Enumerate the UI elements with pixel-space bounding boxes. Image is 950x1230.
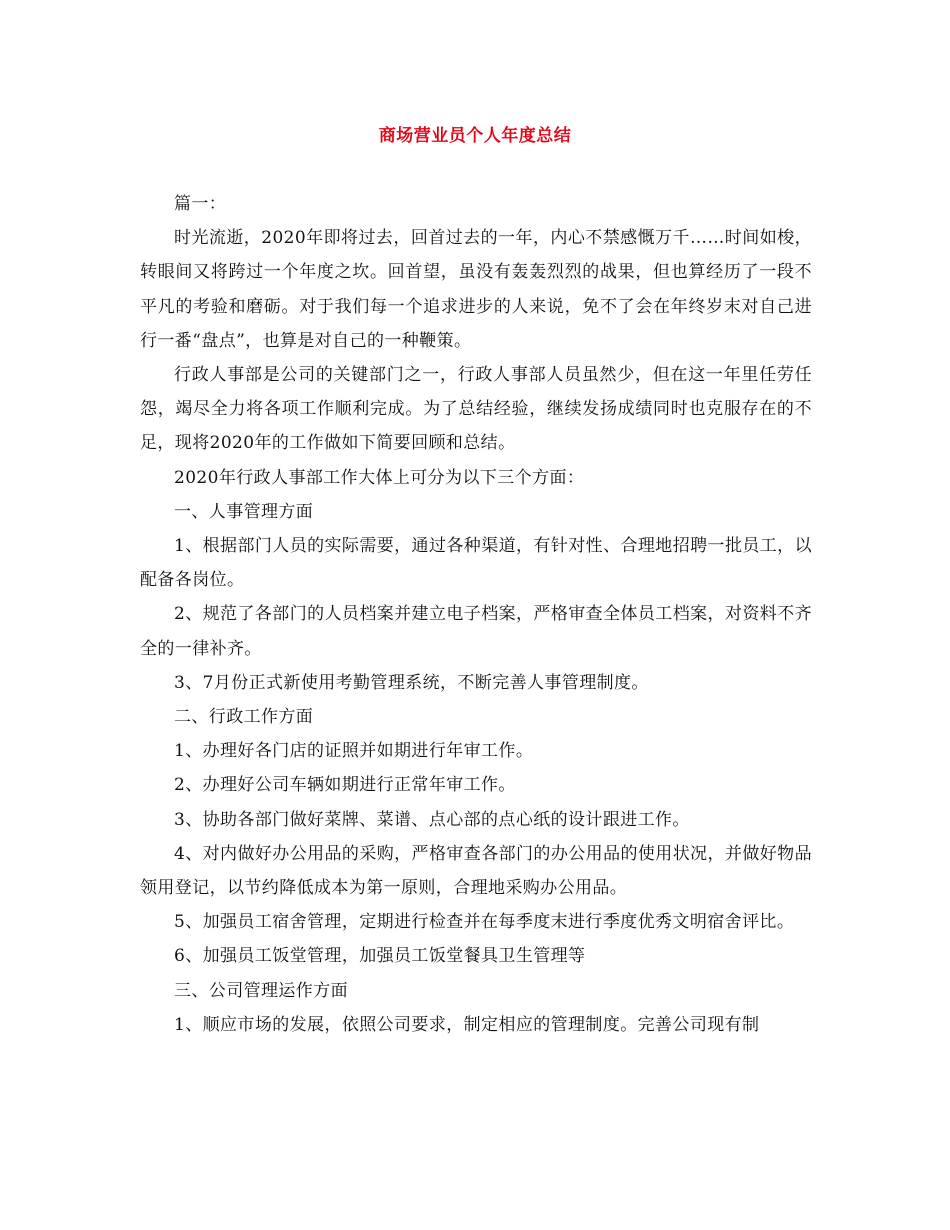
admin-item-5: 5、加强员工宿舍管理，定期进行检查并在每季度末进行季度优秀文明宿舍评比。 (174, 912, 795, 933)
admin-item-1: 1、办理好各门店的证照并如期进行年审工作。 (174, 741, 534, 762)
intro-paragraph: 时光流逝，2020年即将过去，回首过去的一年，内心不禁感慨万千……时间如梭，转眼间又将跨过一个年度之坎。回首望，虽没有轰轰烈烈的战果，但也算经历了一段不平凡的考验和磨砺。对于我们每一个追求进步的人来说，免不了会在年终岁末对自己进行一番“盘点”，也算是对自己的一种鞭策。 (140, 228, 812, 351)
section-heading-part-one: 篇一： (174, 194, 227, 214)
admin-item-6: 6、加强员工饭堂管理，加强员工饭堂餐具卫生管理等 (174, 946, 586, 967)
document-title: 商场营业员个人年度总结 (378, 126, 572, 146)
section-heading-hr: 一、人事管理方面 (174, 501, 314, 522)
department-paragraph: 行政人事部是公司的关键部门之一，行政人事部人员虽然少，但在这一年里任劳任怨，竭尽全力将各项工作顺利完成。为了总结经验，继续发扬成绩同时也克服存在的不足，现将2020年的工作做如下简要回顾和总结。 (140, 365, 812, 454)
section-heading-management: 三、公司管理运作方面 (174, 980, 348, 1001)
admin-item-2: 2、办理好公司车辆如期进行正常年审工作。 (174, 775, 516, 796)
hr-item-2: 2、规范了各部门的人员档案并建立电子档案，严格审查全体员工档案，对资料不齐全的一律补齐。 (140, 604, 812, 659)
admin-item-4: 4、对内做好办公用品的采购，严格审查各部门的办公用品的使用状况，并做好物品领用登记，以节约降低成本为第一原则，合理地采购办公用品。 (140, 843, 812, 899)
admin-item-3: 3、协助各部门做好菜牌、菜谱、点心部的点心纸的设计跟进工作。 (174, 809, 690, 830)
section-heading-admin: 二、行政工作方面 (174, 707, 314, 728)
hr-item-3: 3、7月份正式新使用考勤管理系统，不断完善人事管理制度。 (174, 672, 649, 693)
management-item-1: 1、顺应市场的发展，依照公司要求，制定相应的管理制度。完善公司现有制 (174, 1014, 760, 1035)
document-body (140, 187, 812, 1042)
hr-item-1: 1、根据部门人员的实际需要，通过各种渠道，有针对性、合理地招聘一批员工，以配备各岗位。 (140, 536, 812, 591)
overview-paragraph: 2020年行政人事部工作大体上可分为以下三个方面： (174, 467, 585, 488)
